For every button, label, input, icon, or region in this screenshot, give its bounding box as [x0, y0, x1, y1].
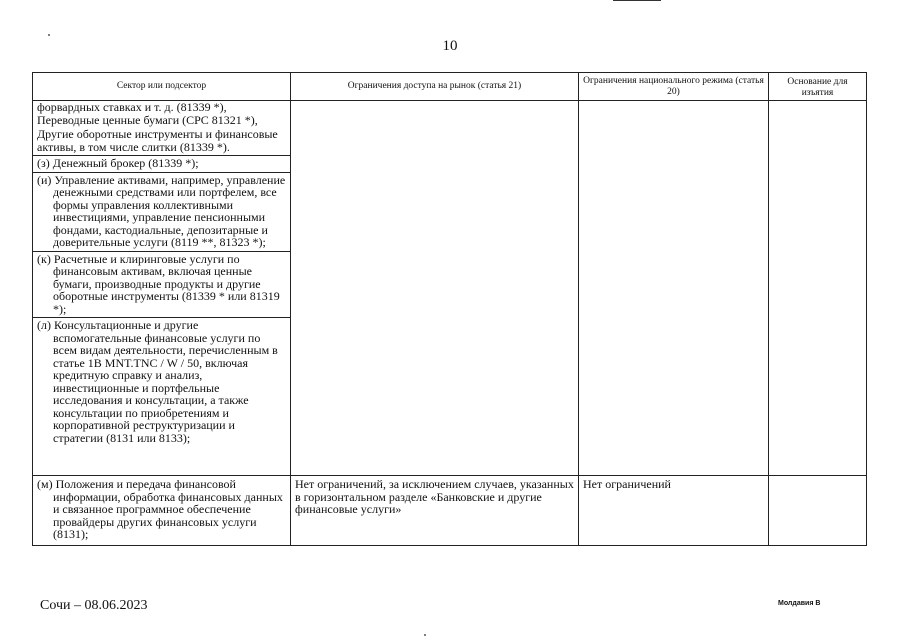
sector-item: (м) Положения и передача финансовой информации, обработка финансовых данных и связанное программное обеспечение провайдеры других финансовых услуги (8131); — [37, 477, 283, 541]
table-header-row — [33, 73, 867, 101]
header-exemption-basis: Основание для изъятия — [769, 73, 867, 101]
header-sector: Сектор или подсектор — [33, 73, 291, 101]
national-treatment-text: Нет ограничений — [583, 477, 671, 491]
sector-item: (и) Управление активами, например, управление денежными средствами или портфелем, все формы управления коллективными инвестициями, управление пенсионными фондами, кастодиальные, депозитарные и доверительные услуги (8119 **, 81323 *); — [33, 172, 290, 249]
cell-exemption-basis — [769, 101, 867, 476]
table-row — [33, 101, 867, 476]
sector-item: (л) Консультационные и другие вспомогательные финансовые услуги по всем видам деятельности, перечисленным в статье 1B MNT.TNC / W / 50, включая кредитную справку и анализ, инвестиционные и портфельные исследования и консультации, а также консультации по приобретениям и корпоративной реструктуризации и стратегии (8131 или 8133); — [33, 317, 290, 444]
sector-item: (з) Денежный брокер (81339 *); — [33, 155, 290, 170]
cell-market-access — [291, 101, 579, 476]
cell-market-access — [291, 476, 579, 546]
cell-sector — [33, 476, 291, 546]
footer-country: Молдавия B — [778, 600, 821, 607]
sector-line: Другие оборотные инструменты и финансовые активы, в том числе слитки (81339 *). — [37, 127, 278, 154]
market-access-text: Нет ограничений, за исключением случаев, указанных в горизонтальном разделе «Банковские и другие финансовые услуги» — [295, 477, 574, 516]
header-national-treatment: Ограничения национального режима (статья 20) — [579, 73, 769, 101]
footer-place-date: Сочи – 08.06.2023 — [40, 598, 148, 613]
top-rule — [613, 0, 661, 1]
sector-item: (к) Расчетные и клиринговые услуги по финансовым активам, включая ценные бумаги, производные продукты и другие оборотные инструменты (81339 * или 81319 *); — [33, 251, 290, 316]
cell-sector — [33, 101, 291, 476]
header-market-access: Ограничения доступа на рынок (статья 21) — [291, 73, 579, 101]
scan-speck — [48, 34, 50, 36]
scan-speck — [424, 634, 426, 636]
page-number: 10 — [442, 38, 458, 54]
table-row — [33, 476, 867, 546]
cell-national-treatment — [579, 101, 769, 476]
cell-exemption-basis — [769, 476, 867, 546]
cell-national-treatment — [579, 476, 769, 546]
sector-line: форвардных ставках и т. д. (81339 *), — [37, 100, 227, 114]
sector-line: Переводные ценные бумаги (CPC 81321 *), — [37, 112, 258, 127]
schedule-table — [32, 72, 867, 546]
